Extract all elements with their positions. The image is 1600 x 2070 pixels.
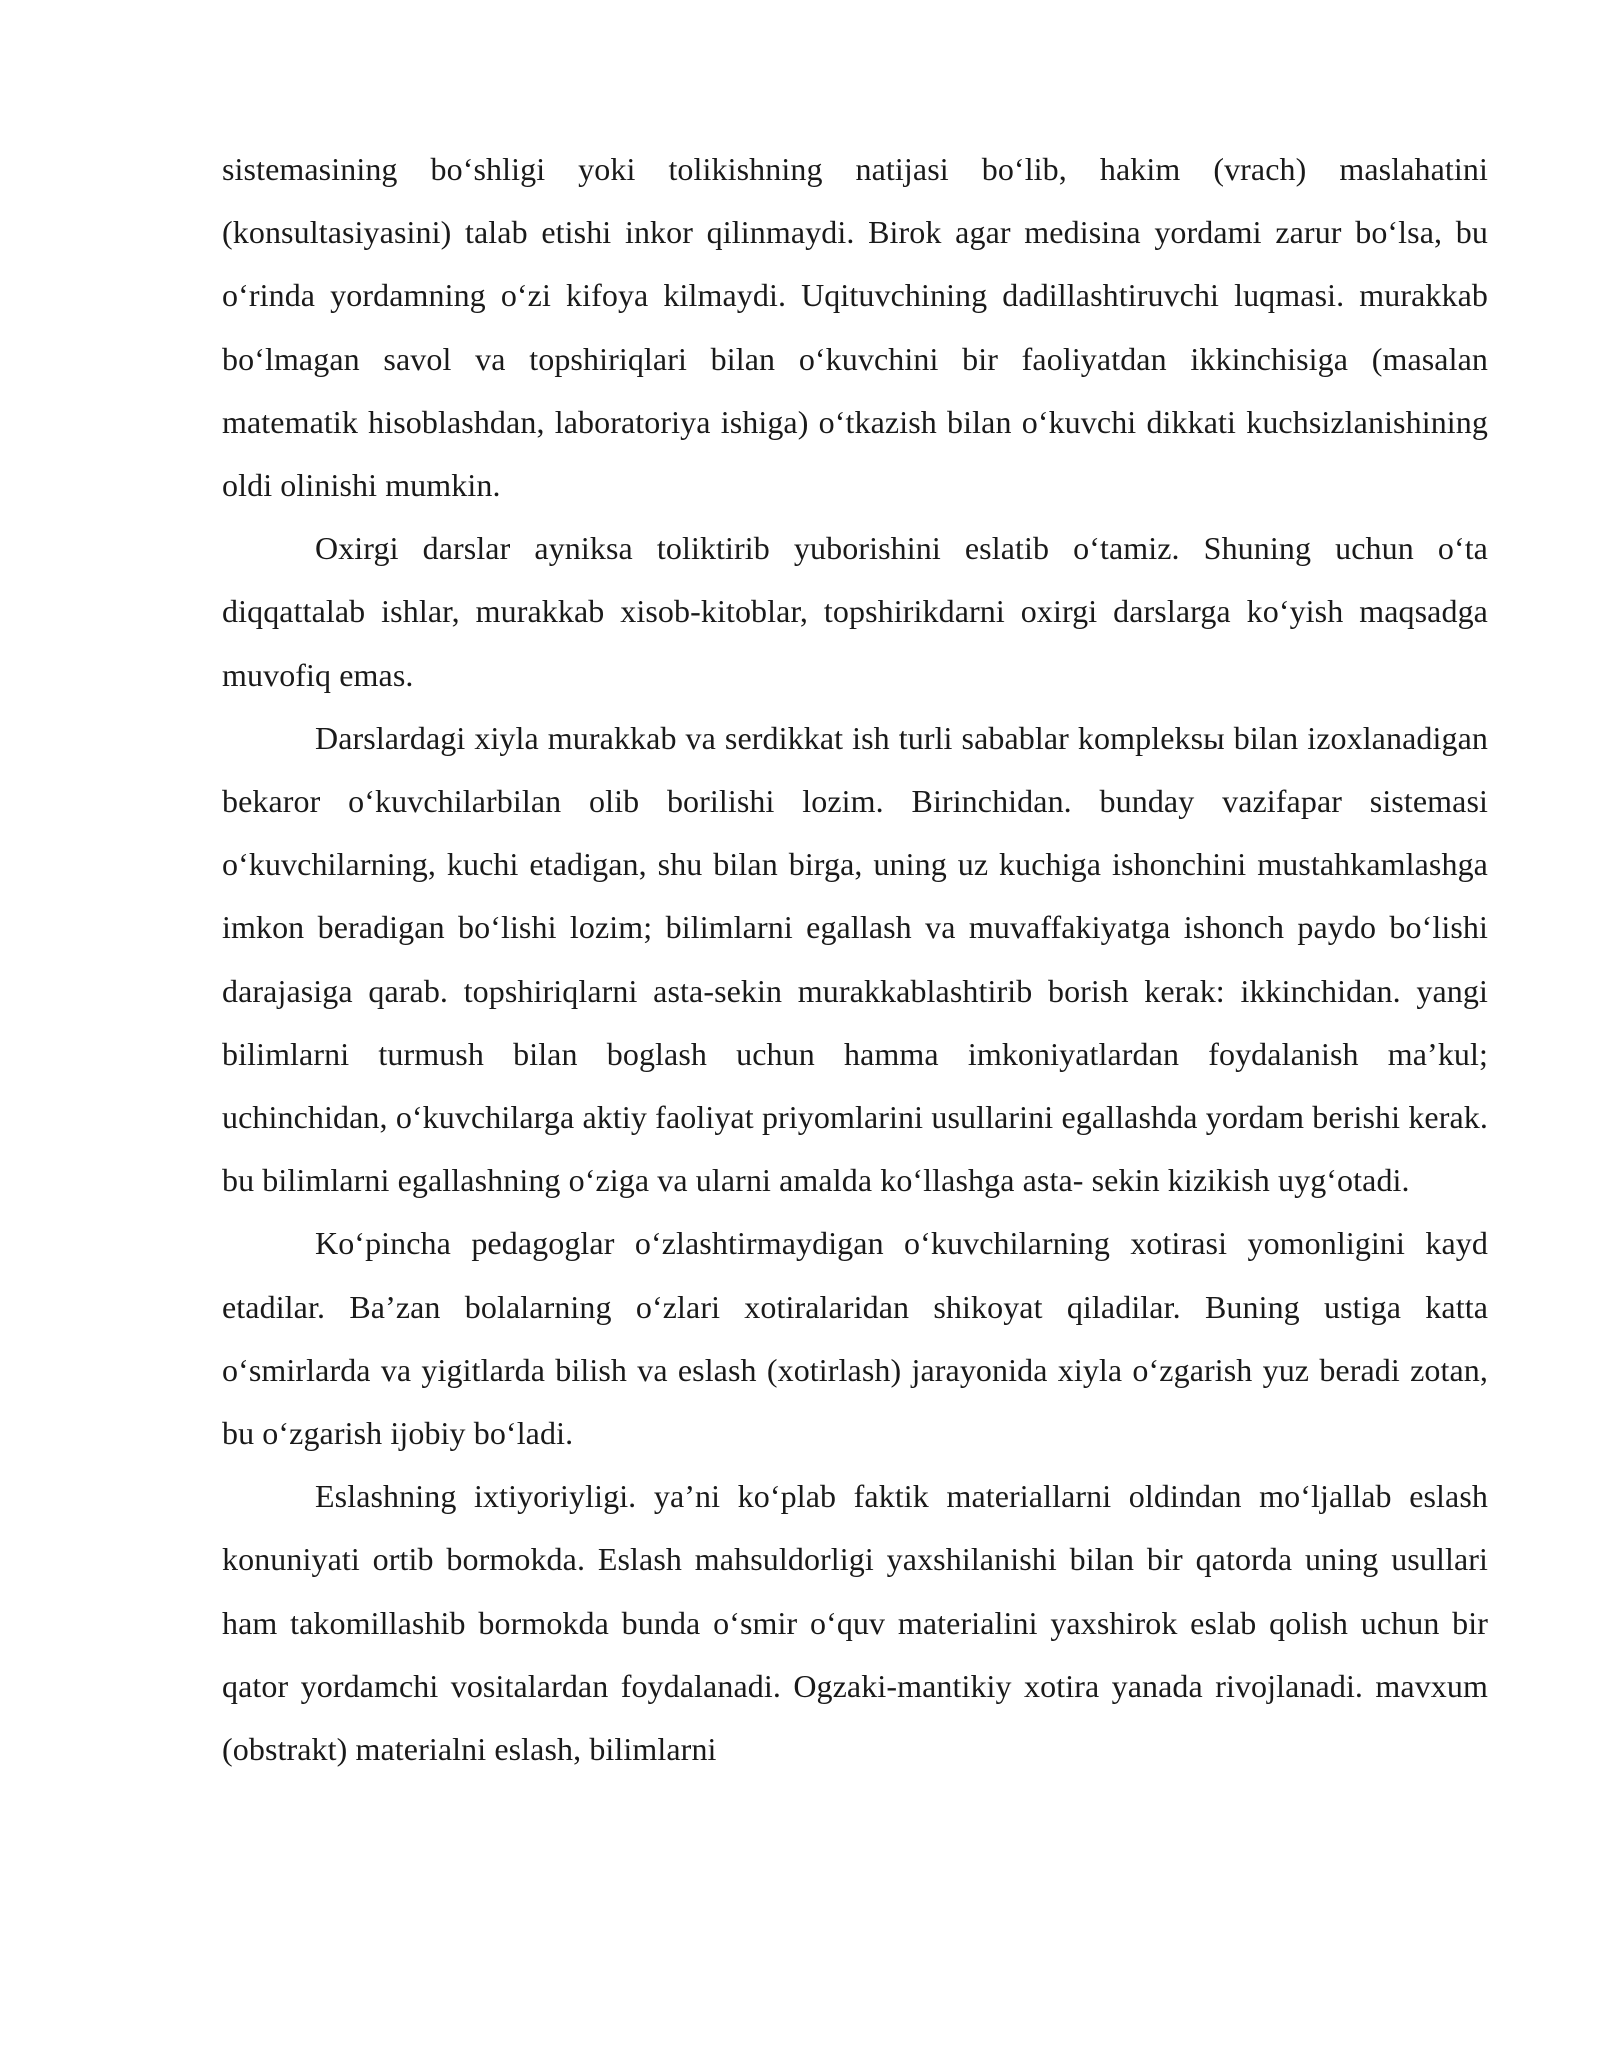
paragraph-3: Darslardagi xiyla murakkab va serdikkat ish turli sabablar kompleksы bilan izoxlanadigan bekaror o‘kuvchilarbilan olib borilishi lozim. Birinchidan. bunday vazifapar sistemasi o‘kuvchilarning, kuchi etadigan, shu bilan birga, uning uz kuchiga ishonchini mustahkamlashga imkon beradigan bo‘lishi lozim; bilimlarni egallash va muvaffakiyatga ishonch paydo bo‘lishi darajasiga qarab. topshiriqlarni asta-sekin murakkablashtirib borish kerak: ikkinchidan. yangi bilimlarni turmush bilan boglash uchun hamma imkoniyatlardan foydalanish ma’kul; uchinchidan, o‘kuvchilarga aktiy faoliyat priyomlarini usullarini egallashda yordam berishi kerak. bu bilimlarni egallashning o‘ziga va ularni amalda ko‘llashga asta- sekin kizikish uyg‘otadi. <box>222 719 1488 1199</box>
document-body <box>222 138 1488 1781</box>
paragraph-2: Oxirgi darslar ayniksa toliktirib yuborishini eslatib o‘tamiz. Shuning uchun o‘ta diqqattalab ishlar, murakkab xisob-kitoblar, topshirikdarni oxirgi darslarga ko‘yish maqsadga muvofiq emas. <box>222 530 1488 693</box>
paragraph-1: sistemasining bo‘shligi yoki tolikishning natijasi bo‘lib, hakim (vrach) maslahatini (konsultasiyasini) talab etishi inkor qilinmaydi. Birok agar medisina yordami zarur bo‘lsa, bu o‘rinda yordamning o‘zi kifoya kilmaydi. Uqituvchining dadillashtiruvchi luqmasi. murakkab bo‘lmagan savol va topshiriqlari bilan o‘kuvchini bir faoliyatdan ikkinchisiga (masalan matematik hisoblashdan, laboratoriya ishiga) o‘tkazish bilan o‘kuvchi dikkati kuchsizlanishining oldi olinishi mumkin. <box>222 151 1488 504</box>
paragraph-5: Eslashning ixtiyoriyligi. ya’ni ko‘plab faktik materiallarni oldindan mo‘ljallab eslash konuniyati ortib bormokda. Eslash mahsuldorligi yaxshilanishi bilan bir qatorda uning usullari ham takomillashib bormokda bunda o‘smir o‘quv materialini yaxshirok eslab qolish uchun bir qator yordamchi vositalardan foydalanadi. Ogzaki-mantikiy xotira yanada rivojlanadi. mavxum (obstrakt) materialni eslash, bilimlarni <box>222 1478 1488 1768</box>
paragraph-4: Ko‘pincha pedagoglar o‘zlashtirmaydigan o‘kuvchilarning xotirasi yomonligini kayd etadilar. Ba’zan bolalarning o‘zlari xotiralaridan shikoyat qiladilar. Buning ustiga katta o‘smirlarda va yigitlarda bilish va eslash (xotirlash) jarayonida xiyla o‘zgarish yuz beradi zotan, bu o‘zgarish ijobiy bo‘ladi. <box>222 1225 1488 1452</box>
